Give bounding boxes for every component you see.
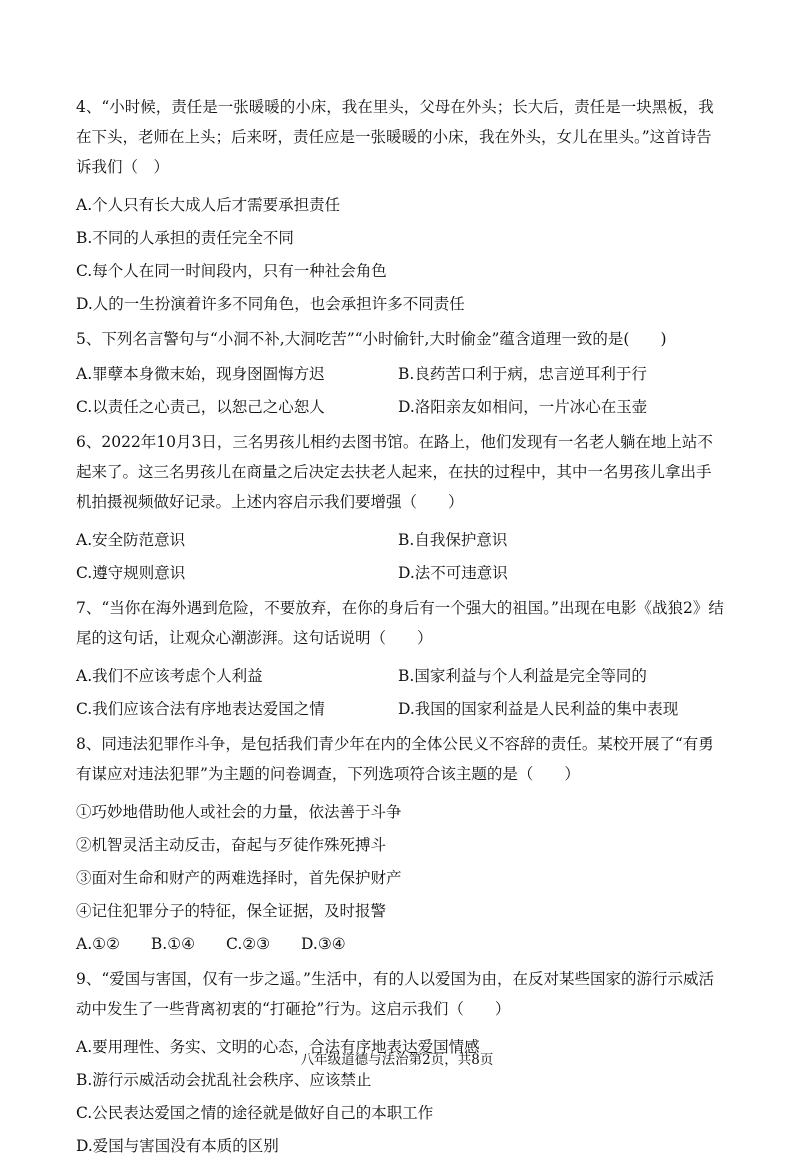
- question-8-item-2: ②机智灵活主动反击，奋起与歹徒作殊死搏斗: [76, 836, 387, 854]
- question-6-stem: 6、2022年10月3日，三名男孩儿相约去图书馆。在路上，他们发现有一名老人躺在地上站不起来了。这三名男孩儿在商量之后决定去扶老人起来，在扶的过程中，其中一名男孩儿拿出手机拍摄视频做好记录。上述内容启示我们要增强（ ）: [76, 433, 713, 511]
- question-6-option-d: D.法不可违意识: [398, 564, 508, 582]
- question-4-stem: 4、“小时候，责任是一张暖暖的小床，我在里头，父母在外头；长大后，责任是一块黑板，我在下头，老师在上头；后来呀，责任应是一张暖暖的小床，我在外头，女儿在里头。”这首诗告诉我们（ ）: [76, 98, 714, 176]
- question-5-option-b: B.良药苦口利于病，忠言逆耳利于行: [398, 365, 647, 383]
- question-8-item-1: ①巧妙地借助他人或社会的力量，依法善于斗争: [76, 803, 402, 821]
- question-9-option-b: B.游行示威活动会扰乱社会秩序、应该禁止: [76, 1071, 372, 1089]
- question-6-option-c: C.遵守规则意识: [76, 564, 186, 582]
- question-6-option-b: B.自我保护意识: [398, 531, 508, 549]
- question-5-option-d: D.洛阳亲友如相问，一片冰心在玉壶: [398, 398, 648, 416]
- question-9-option-d: D.爱国与害国没有本质的区别: [76, 1137, 279, 1155]
- question-7-option-b: B.国家利益与个人利益是完全等同的: [398, 667, 647, 685]
- question-9-stem: 9、“爱国与害国，仅有一步之遥。”生活中，有的人以爱国为由，在反对某些国家的游行示威活动中发生了一些背离初衷的“打砸抢”行为。这启示我们（ ）: [76, 970, 714, 1018]
- question-8-stem: 8、同违法犯罪作斗争，是包括我们青少年在内的全体公民义不容辞的责任。某校开展了“有勇有谋应对违法犯罪”为主题的问卷调查，下列选项符合该主题的是（ ）: [76, 735, 714, 783]
- question-7-option-a: A.我们不应该考虑个人利益: [76, 667, 263, 685]
- question-7-option-c: C.我们应该合法有序地表达爱国之情: [76, 700, 325, 718]
- question-4-option-a: A.个人只有长大成人后才需要承担责任: [76, 196, 341, 214]
- question-4-option-b: B.不同的人承担的责任完全不同: [76, 229, 294, 247]
- question-5-option-c: C.以责任之心责己，以恕己之心恕人: [76, 398, 325, 416]
- question-8-item-4: ④记住犯罪分子的特征，保全证据，及时报警: [76, 902, 387, 920]
- question-8-options: A.①② B.①④ C.②③ D.③④: [76, 935, 346, 953]
- question-4-option-c: C.每个人在同一时间段内，只有一种社会角色: [76, 262, 387, 280]
- question-5-option-a: A.罪孽本身微末始，现身囹圄悔方迟: [76, 365, 325, 383]
- question-list: [76, 92, 726, 1156]
- question-5-stem: 5、下列名言警句与“小洞不补,大洞吃苦”“小时偷针,大时偷金”蕴含道理一致的是( ): [76, 330, 667, 348]
- question-6-option-a: A.安全防范意识: [76, 531, 186, 549]
- question-7-stem: 7、“当你在海外遇到危险，不要放弃，在你的身后有一个强大的祖国。”出现在电影《战狼2》结尾的这句话，让观众心潮澎湃。这句话说明（ ）: [76, 599, 724, 647]
- question-9-option-a: A.要用理性、务实、文明的心态，合法有序地表达爱国情感: [76, 1038, 480, 1056]
- question-9-option-c: C.公民表达爱国之情的途径就是做好自己的本职工作: [76, 1104, 434, 1122]
- question-8-item-3: ③面对生命和财产的两难选择时，首先保护财产: [76, 869, 402, 887]
- page-footer: 八年级道德与法治第2页，共8页: [300, 1052, 494, 1068]
- question-7-option-d: D.我国的国家利益是人民利益的集中表现: [398, 700, 679, 718]
- question-4-option-d: D.人的一生扮演着许多不同角色，也会承担许多不同责任: [76, 295, 465, 313]
